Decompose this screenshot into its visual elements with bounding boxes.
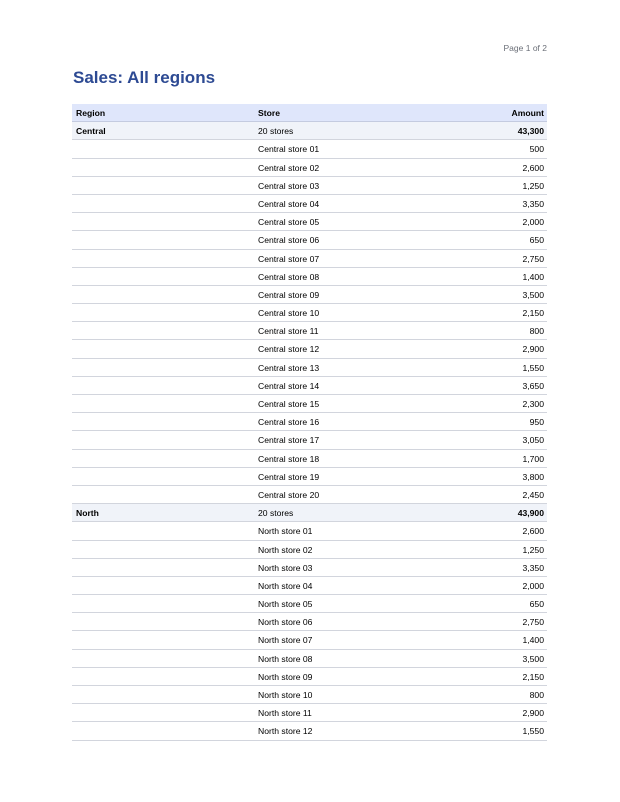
store-name: Central store 11 <box>258 326 319 337</box>
empty-region-cell <box>72 450 258 467</box>
table-row <box>72 231 547 249</box>
empty-region-cell <box>72 468 258 485</box>
store-amount: 2,450 <box>522 489 544 500</box>
store-amount: 1,400 <box>522 635 544 646</box>
group-total: 43,900 <box>517 508 544 519</box>
empty-region-cell <box>72 322 258 339</box>
store-name: Central store 20 <box>258 489 320 500</box>
store-amount: 650 <box>529 599 544 610</box>
store-name: North store 12 <box>258 726 313 737</box>
empty-region-cell <box>72 250 258 267</box>
table-row <box>72 595 547 613</box>
table-row <box>72 250 547 268</box>
table-row <box>72 395 547 413</box>
store-amount: 2,150 <box>522 308 544 319</box>
store-amount: 2,750 <box>522 253 544 264</box>
store-name: North store 11 <box>258 708 312 719</box>
store-name: Central store 03 <box>258 180 320 191</box>
empty-region-cell <box>72 722 258 739</box>
store-name: North store 05 <box>258 599 313 610</box>
store-name: Central store 19 <box>258 471 320 482</box>
store-amount: 950 <box>529 417 544 428</box>
store-name: Central store 12 <box>258 344 320 355</box>
store-name: Central store 05 <box>258 217 320 228</box>
table-row <box>72 486 547 504</box>
empty-region-cell <box>72 522 258 539</box>
store-amount: 3,350 <box>522 198 544 209</box>
store-name: Central store 14 <box>258 380 320 391</box>
store-amount: 3,350 <box>522 562 544 573</box>
store-name: Central store 07 <box>258 253 320 264</box>
empty-region-cell <box>72 431 258 448</box>
store-amount: 2,150 <box>522 671 544 682</box>
store-amount: 1,550 <box>522 362 544 373</box>
store-name: North store 07 <box>258 635 313 646</box>
store-name: North store 10 <box>258 690 313 700</box>
empty-region-cell <box>72 395 258 412</box>
empty-region-cell <box>72 304 258 321</box>
store-name: Central store 15 <box>258 399 320 409</box>
store-name: Central store 16 <box>258 417 320 428</box>
group-summary: 20 stores <box>258 508 294 519</box>
header-region: Region <box>76 108 106 118</box>
table-row <box>72 631 547 649</box>
store-name: North store 03 <box>258 562 313 573</box>
report-title: Sales: All regions <box>73 68 216 87</box>
store-amount: 800 <box>529 690 544 700</box>
empty-region-cell <box>72 541 258 558</box>
empty-region-cell <box>72 286 258 303</box>
empty-region-cell <box>72 668 258 685</box>
table-row <box>72 613 547 631</box>
store-name: Central store 13 <box>258 362 320 373</box>
empty-region-cell <box>72 195 258 212</box>
table-row <box>72 668 547 686</box>
store-name: Central store 01 <box>258 144 320 155</box>
table-row <box>72 286 547 304</box>
empty-region-cell <box>72 704 258 721</box>
table-row <box>72 541 547 559</box>
group-region: North <box>76 508 99 519</box>
store-name: Central store 08 <box>258 271 320 282</box>
page-indicator: Page 1 of 2 <box>503 43 547 53</box>
empty-region-cell <box>72 377 258 394</box>
table-row <box>72 450 547 468</box>
empty-region-cell <box>72 595 258 612</box>
store-name: North store 06 <box>258 617 313 628</box>
table-row <box>72 177 547 195</box>
empty-region-cell <box>72 413 258 430</box>
table-body <box>72 122 547 740</box>
table-row <box>72 195 547 213</box>
store-name: Central store 06 <box>258 235 320 246</box>
table-row <box>72 722 547 740</box>
empty-region-cell <box>72 231 258 248</box>
store-amount: 3,050 <box>522 435 544 446</box>
store-name: North store 08 <box>258 653 313 664</box>
sales-table <box>72 104 547 741</box>
table-row <box>72 213 547 231</box>
table-row <box>72 340 547 358</box>
group-total: 43,300 <box>517 126 544 137</box>
table-row <box>72 413 547 431</box>
empty-region-cell <box>72 213 258 230</box>
store-name: North store 04 <box>258 580 313 591</box>
table-row <box>72 704 547 722</box>
table-row <box>72 468 547 486</box>
store-name: Central store 04 <box>258 198 320 209</box>
store-amount: 1,400 <box>522 271 544 282</box>
store-amount: 650 <box>529 235 544 246</box>
store-name: Central store 18 <box>258 453 320 464</box>
store-amount: 3,650 <box>522 380 544 391</box>
empty-region-cell <box>72 631 258 648</box>
store-amount: 2,900 <box>522 708 544 719</box>
store-amount: 1,700 <box>522 453 544 464</box>
store-amount: 3,800 <box>522 471 544 482</box>
store-amount: 1,550 <box>522 726 544 737</box>
store-amount: 2,300 <box>522 399 544 409</box>
table-header <box>72 104 547 122</box>
empty-region-cell <box>72 650 258 667</box>
empty-region-cell <box>72 268 258 285</box>
empty-region-cell <box>72 686 258 703</box>
table-row <box>72 559 547 577</box>
store-name: Central store 10 <box>258 308 320 319</box>
store-amount: 2,900 <box>522 344 544 355</box>
empty-region-cell <box>72 559 258 576</box>
store-name: Central store 17 <box>258 435 320 446</box>
empty-region-cell <box>72 140 258 157</box>
store-amount: 2,750 <box>522 617 544 628</box>
table-row <box>72 140 547 158</box>
empty-region-cell <box>72 577 258 594</box>
table-row <box>72 159 547 177</box>
empty-region-cell <box>72 359 258 376</box>
header-amount: Amount <box>511 108 544 118</box>
table-row <box>72 359 547 377</box>
store-amount: 1,250 <box>522 544 544 555</box>
table-row <box>72 268 547 286</box>
store-amount: 3,500 <box>522 289 544 300</box>
table-row <box>72 304 547 322</box>
table-row <box>72 522 547 540</box>
store-amount: 1,250 <box>522 180 544 191</box>
store-amount: 800 <box>529 326 544 337</box>
store-amount: 2,600 <box>522 526 544 537</box>
store-amount: 2,600 <box>522 162 544 173</box>
group-region: Central <box>76 126 106 137</box>
table-row <box>72 377 547 395</box>
store-name: Central store 09 <box>258 289 320 300</box>
store-amount: 2,000 <box>522 217 544 228</box>
group-row <box>72 122 547 140</box>
table-row <box>72 431 547 449</box>
group-row <box>72 504 547 522</box>
empty-region-cell <box>72 340 258 357</box>
empty-region-cell <box>72 486 258 503</box>
store-amount: 2,000 <box>522 580 544 591</box>
group-summary: 20 stores <box>258 126 294 137</box>
table-row <box>72 650 547 668</box>
table-row <box>72 686 547 704</box>
table-row <box>72 577 547 595</box>
store-name: North store 01 <box>258 526 313 537</box>
store-name: North store 09 <box>258 671 313 682</box>
empty-region-cell <box>72 159 258 176</box>
header-store: Store <box>258 108 280 118</box>
store-name: North store 02 <box>258 544 313 555</box>
empty-region-cell <box>72 613 258 630</box>
store-name: Central store 02 <box>258 162 320 173</box>
store-amount: 3,500 <box>522 653 544 664</box>
store-amount: 500 <box>529 144 544 155</box>
table-row <box>72 322 547 340</box>
empty-region-cell <box>72 177 258 194</box>
